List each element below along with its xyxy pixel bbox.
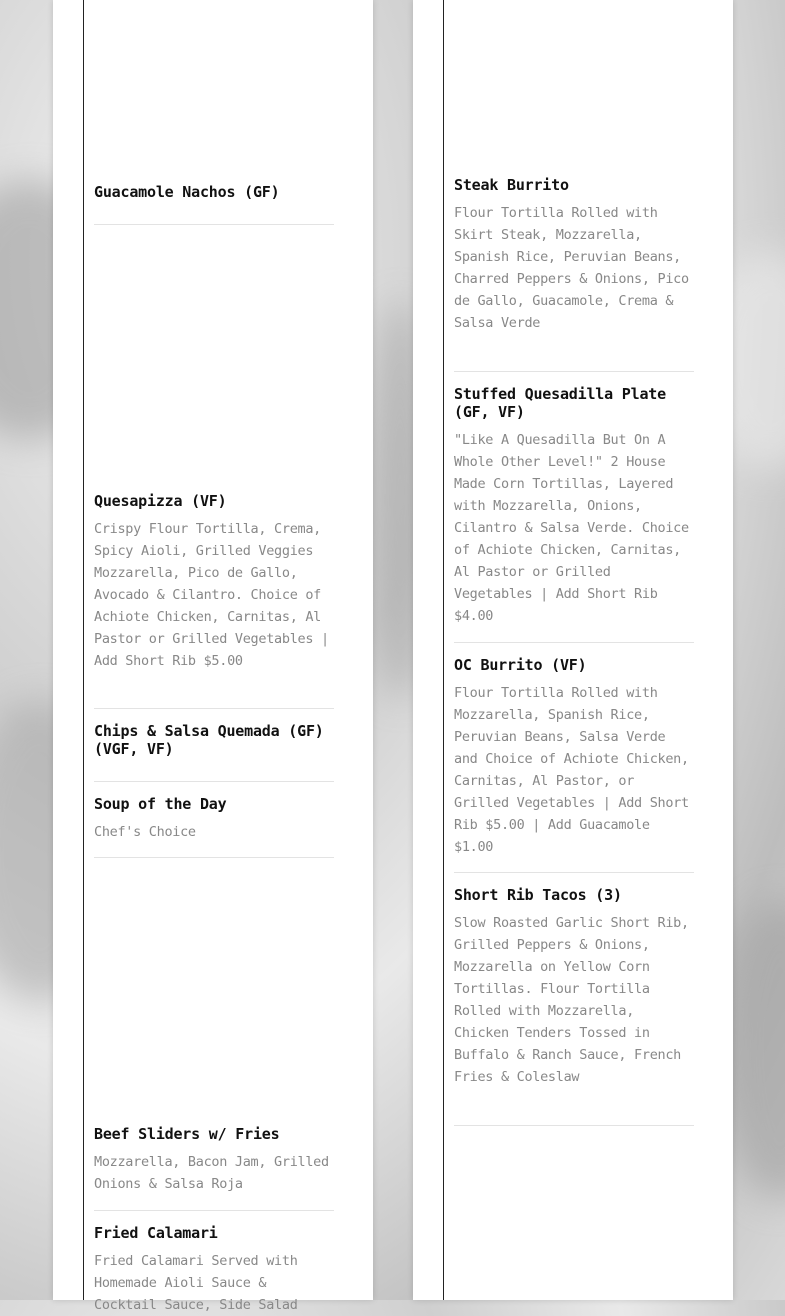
menu-item-description: Mozzarella, Bacon Jam, Grilled Onions & Salsa Roja [94,1154,329,1192]
menu-divider [454,642,694,643]
menu-item [94,1125,334,1195]
menu-item [94,492,334,672]
menu-divider [454,1125,694,1126]
menu-item [94,722,334,758]
menu-item-title: Fried Calamari [94,1224,218,1242]
menu-item-title: Steak Burrito [454,176,569,194]
menu-item-description: Crispy Flour Tortilla, Crema, Spicy Aioli, Grilled Veggies Mozzarella, Pico de Gallo, Avocado & Cilantro. Choice of Achiote Chicken, Carnitas, Al Pastor or Grilled Vegetables | Add Short Rib $5.00 [94,521,329,669]
menu-item-title: Chips & Salsa Quemada (GF) (VGF, VF) [94,722,324,758]
menu-item-description: "Like A Quesadilla But On A Whole Other Level!" 2 House Made Corn Tortillas, Layered with Mozzarella, Onions, Cilantro & Salsa Verde. Choice of Achiote Chicken, Carnitas, Al Pastor or Grilled Vegetables | Add Short Rib $4.00 [454,432,689,624]
menu-divider [454,872,694,873]
menu-item [454,886,694,1088]
menu-item-description: Slow Roasted Garlic Short Rib, Grilled Peppers & Onions, Mozzarella on Yellow Corn Tortillas. Flour Tortilla Rolled with Mozzarella, Chicken Tenders Tossed in Buffalo & Ranch Sauce, French Fries & Coleslaw [454,915,689,1085]
menu-item-title: Guacamole Nachos (GF) [94,183,280,201]
menu-item-description: Flour Tortilla Rolled with Skirt Steak, Mozzarella, Spanish Rice, Peruvian Beans, Charred Peppers & Onions, Pico de Gallo, Guacamole, Crema & Salsa Verde [454,205,689,331]
menu-item-description: Flour Tortilla Rolled with Mozzarella, Spanish Rice, Peruvian Beans, Salsa Verde and Choice of Achiote Chicken, Carnitas, Al Pastor, or Grilled Vegetables | Add Short Rib $5.00 | Add Guacamole $1.00 [454,685,689,855]
menu-divider [454,371,694,372]
menu-item [94,183,334,201]
menu-column-right [413,0,733,1300]
menu-item-title: Quesapizza (VF) [94,492,227,510]
menu-item-title: Soup of the Day [94,795,227,813]
menu-item-description: Fried Calamari Served with Homemade Aioli Sauce & Cocktail Sauce, Side Salad [94,1253,298,1313]
menu-divider [94,781,334,782]
menu-item [94,1224,334,1316]
menu-divider [94,1210,334,1211]
menu-item [454,176,694,334]
menu-item-title: OC Burrito (VF) [454,656,587,674]
menu-divider [94,708,334,709]
column-rule [443,0,444,1300]
menu-column-left [53,0,373,1313]
menu-item-title: Stuffed Quesadilla Plate (GF, VF) [454,385,666,421]
column-rule [83,0,84,1300]
menu-item [454,656,694,858]
menu-divider [94,224,334,225]
menu-item [94,795,334,843]
menu-divider [94,857,334,858]
menu-item-description: Chef's Choice [94,824,196,840]
menu-item [454,385,694,627]
menu-item-title: Beef Sliders w/ Fries [94,1125,280,1143]
menu-item-title: Short Rib Tacos (3) [454,886,622,904]
